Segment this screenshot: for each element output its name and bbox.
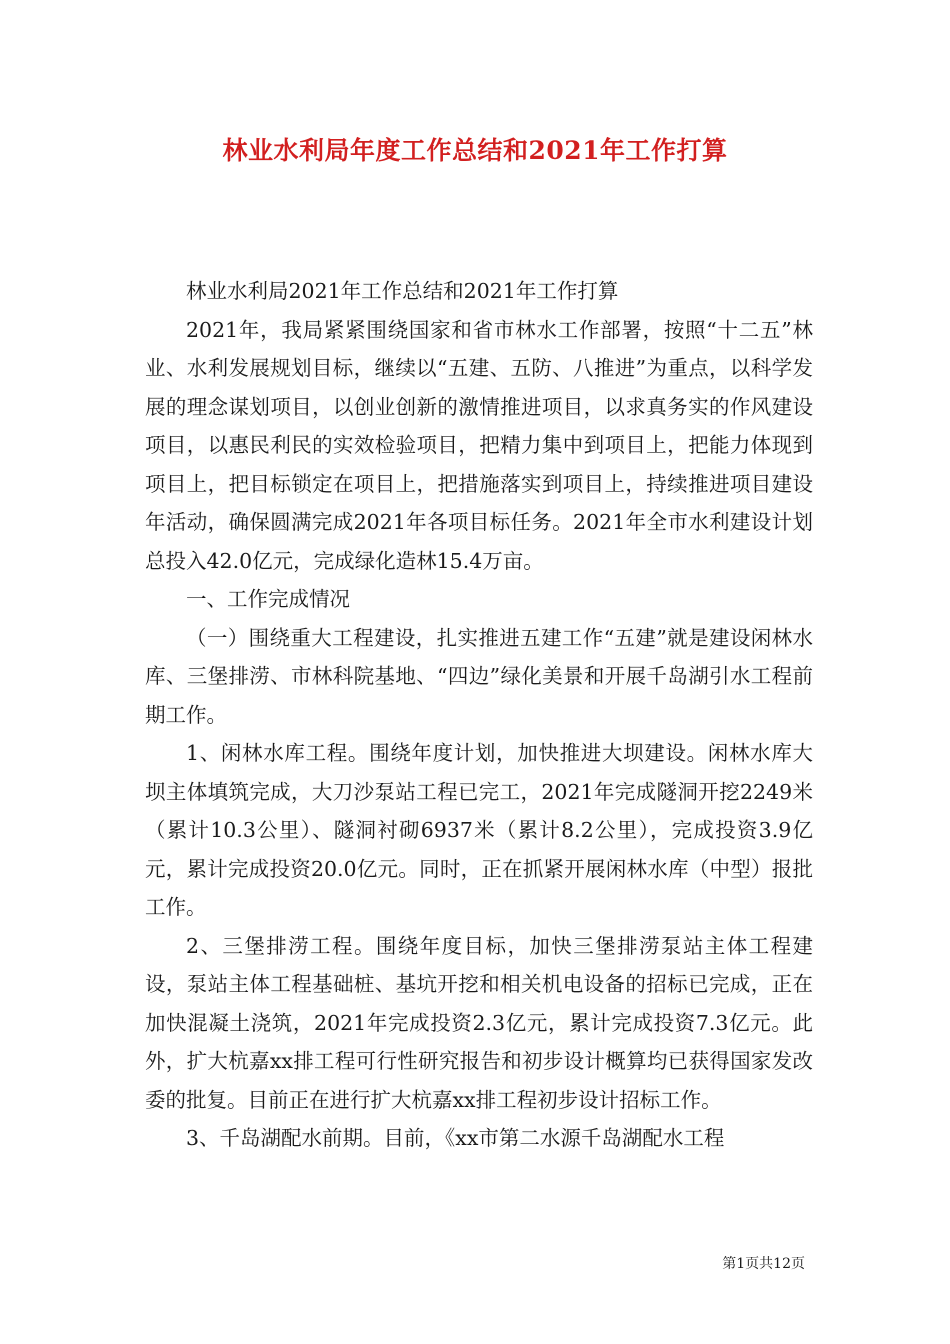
paragraph-intro: 2021年，我局紧紧围绕国家和省市林水工作部署，按照“十二五”林业、水利发展规划目标，继续以“五建、五防、八推进”为重点，以科学发展的理念谋划项目，以创业创新的激情推进项目，以求真务实的作风建设项目，以惠民利民的实效检验项目，把精力集中到项目上，把能力体现到项目上，把目标锁定在项目上，把措施落实到项目上，持续推进项目建设年活动，确保圆满完成2021年各项目标任务。2021年全市水利建设计划总投入42.0亿元，完成绿化造林15.4万亩。: [145, 317, 813, 573]
paragraph-qiandao-lake: 3、千岛湖配水前期。目前，《xx市第二水源千岛湖配水工程: [186, 1126, 725, 1150]
paragraph-sanbao-drainage: 2、三堡排涝工程。围绕年度目标，加快三堡排涝泵站主体工程建设，泵站主体工程基础桩、基坑开挖和相关机电设备的招标已完成，正在加快混凝土浇筑，2021年完成投资2.3亿元，累计完成投资7.3亿元。此外，扩大杭嘉xx排工程可行性研究报告和初步设计概算均已获得国家发改委的批复。目前正在进行扩大杭嘉xx排工程初步设计招标工作。: [145, 933, 813, 1112]
paragraph-five-builds: （一）围绕重大工程建设，扎实推进五建工作“五建”就是建设闲林水库、三堡排涝、市林科院基地、“四边”绿化美景和开展千岛湖引水工程前期工作。: [145, 625, 813, 727]
paragraph-subtitle: 林业水利局2021年工作总结和2021年工作打算: [186, 279, 619, 303]
paragraph-xianlin-reservoir: 1、闲林水库工程。围绕年度计划，加快推进大坝建设。闲林水库大坝主体填筑完成，大刀沙泵站工程已完工，2021年完成隧洞开挖2249米（累计10.3公里）、隧洞衬砌6937米（累计8.2公里），完成投资3.9亿元，累计完成投资20.0亿元。同时，正在抓紧开展闲林水库（中型）报批工作。: [145, 741, 813, 919]
section-heading: 一、工作完成情况: [186, 587, 350, 611]
document-title: 林业水利局年度工作总结和2021年工作打算: [222, 136, 728, 165]
page-indicator: 第1页共12页: [722, 1256, 805, 1272]
document-body: [145, 272, 813, 1158]
